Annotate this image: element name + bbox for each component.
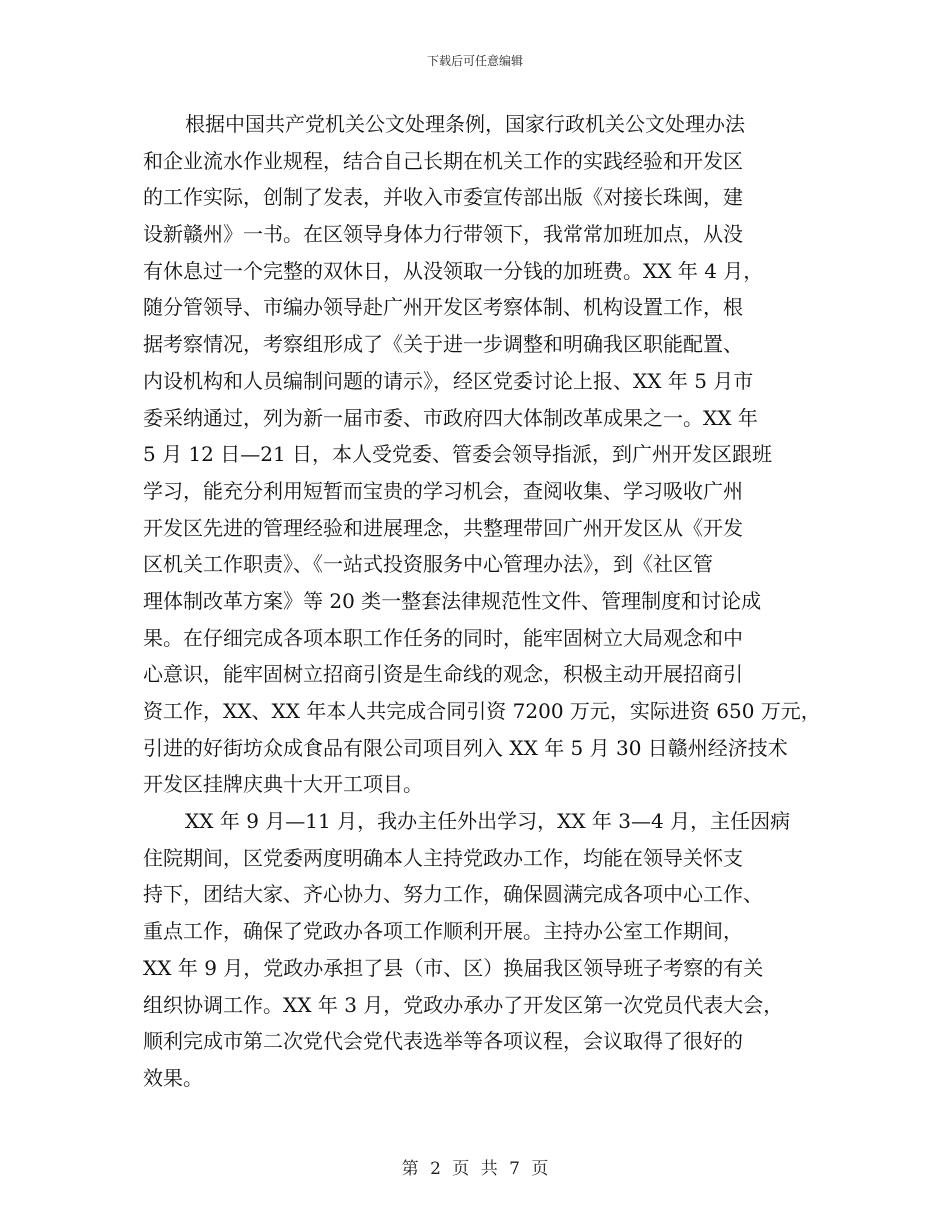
text-line: 据考察情况，考察组形成了《关于进一步调整和明确我区职能配置、 [143,332,743,357]
text-line: XX 年 9 月—11 月，我办主任外出学习，XX 年 3—4 月，主任因病 [185,809,791,834]
page-number: 第 2 页 共 7 页 [401,1159,549,1179]
text-line: 组织协调工作。XX 年 3 月，党政办承办了开发区第一次党员代表大会， [143,992,784,1017]
text-line: 住院期间，区党委两度明确本人主持党政办工作，均能在领导关怀支 [143,845,743,870]
text-line: 区机关工作职责》、《一站式投资服务中心管理办法》，到《社区管 [143,552,713,577]
text-line: 和企业流水作业规程，结合自己长期在机关工作的实践经验和开发区 [143,148,743,173]
text-line: 顺利完成市第二次党代会党代表选举等各项议程，会议取得了很好的 [143,1029,743,1054]
text-line: 重点工作，确保了党政办各项工作顺利开展。主持办公室工作期间， [143,919,743,944]
paragraph-2 [143,803,807,1097]
text-line: 引进的好街坊众成食品有限公司项目列入 XX 年 5 月 30 日赣州经济技术 [143,735,788,760]
text-line: 资工作，XX、XX 年本人共完成合同引资 7200 万元，实际进资 650 万元， [143,699,821,723]
text-line: 效果。 [143,1065,203,1090]
text-line: 开发区挂牌庆典十大开工项目。 [143,772,423,797]
paragraph-1 [143,106,821,803]
text-line: XX 年 9 月，党政办承担了县（市、区）换届我区领导班子考察的有关 [143,955,764,980]
page-header: 下载后可任意编辑 [426,54,523,68]
text-line: 随分管领导、市编办领导赴广州开发区考察体制、机构设置工作，根 [143,295,743,320]
text-line: 心意识，能牢固树立招商引资是生命线的观念，积极主动开展招商引 [143,662,743,687]
text-line: 5 月 12 日—21 日，本人受党委、管委会领导指派，到广州开发区跟班 [143,442,773,467]
text-line: 委采纳通过，列为新一届市委、市政府四大体制改革成果之一。XX 年 [143,405,758,430]
text-line: 的工作实际，创制了发表，并收入市委宣传部出版《对接长珠闽，建 [143,185,743,210]
text-line: 果。在仔细完成各项本职工作任务的同时，能牢固树立大局观念和中 [143,625,743,650]
text-line: 设新赣州》一书。在区领导身体力行带领下，我常常加班加点，从没 [143,222,743,247]
text-line: 内设机构和人员编制问题的请示》，经区党委讨论上报、XX 年 5 月市 [143,368,754,393]
text-line: 根据中国共产党机关公文处理条例，国家行政机关公文处理办法 [185,112,745,136]
text-line: 开发区先进的管理经验和进展理念，共整理带回广州开发区从《开发 [143,515,743,540]
text-line: 有休息过一个完整的双休日，从没领取一分钱的加班费。XX 年 4 月， [143,258,764,283]
text-line: 学习，能充分利用短暂而宝贵的学习机会，查阅收集、学习吸收广州 [143,478,743,503]
text-line: 持下，团结大家、齐心协力、努力工作，确保圆满完成各项中心工作、 [143,882,763,907]
document-body [143,106,821,1097]
text-line: 理体制改革方案》等 20 类一整套法律规范性文件、管理制度和讨论成 [143,588,762,613]
